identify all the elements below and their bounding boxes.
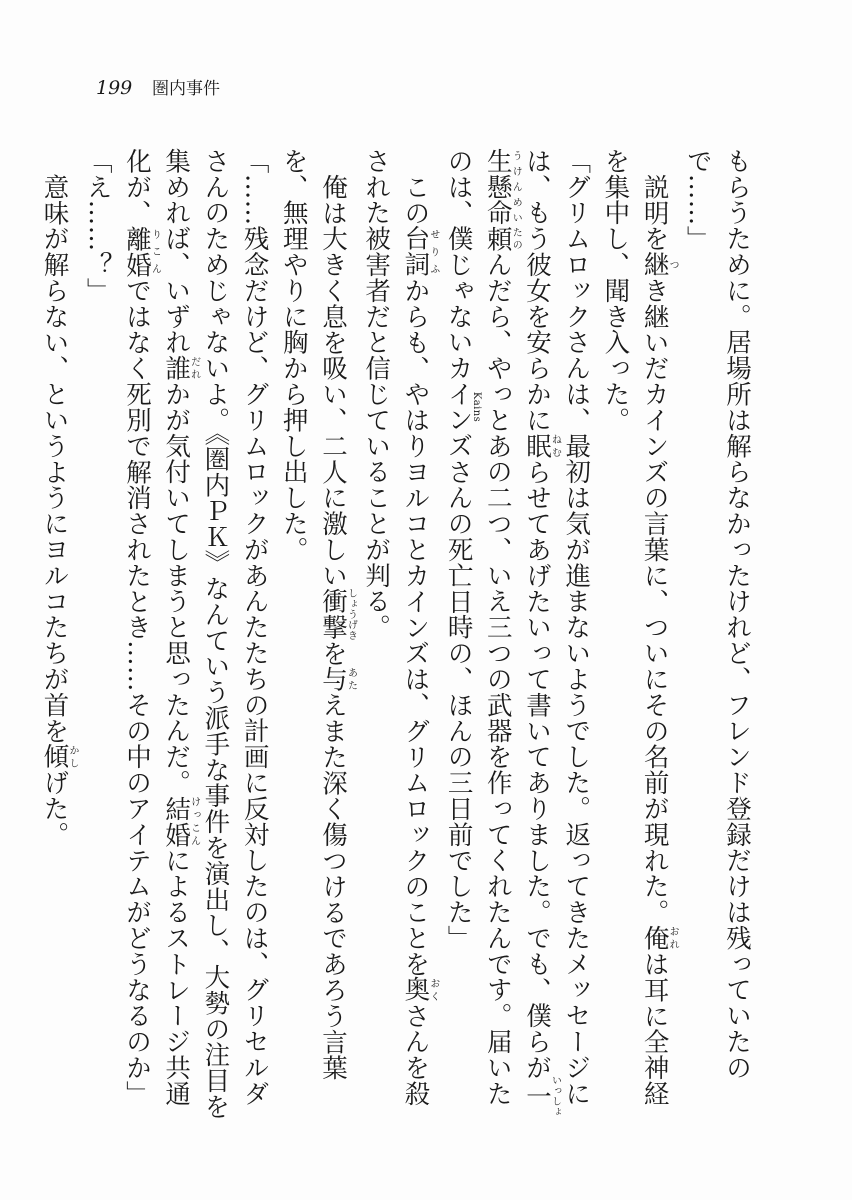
page-number: 199 bbox=[96, 77, 133, 99]
ruby-text: 結婚けっこん bbox=[161, 795, 200, 848]
text-run: 意味が解らない、というようにヨルコたちが首を bbox=[39, 173, 70, 744]
vertical-body-text bbox=[39, 148, 756, 1128]
paragraph bbox=[356, 148, 438, 1128]
text-run: は耳に全神経を集中し、聞き入った。 bbox=[600, 148, 670, 1106]
text-run: によるストレージ共通化が、 bbox=[121, 148, 192, 1107]
ruby-text: カインズKains bbox=[443, 355, 483, 459]
ruby-text: 眠ねむ bbox=[521, 432, 561, 459]
text-run: 俺は大きく息を吸い、二人に激しい bbox=[317, 173, 348, 588]
paragraph bbox=[438, 148, 595, 1128]
text-run: 「え……？」 bbox=[82, 148, 113, 304]
text-run: この bbox=[400, 173, 431, 226]
text-run: ではなく死別で解消されたとき……その中のアイテムがどうなるのか」 bbox=[121, 277, 152, 1107]
text-run: さんの死亡日時の、ほんの三日前でした」 bbox=[443, 458, 474, 951]
ruby-text: 台詞せりふ bbox=[400, 225, 439, 278]
ruby-text: 頼たの bbox=[482, 225, 522, 252]
text-run: 説明を bbox=[639, 173, 670, 252]
text-run: き継いだカインズの言葉に、ついにその名前が現れた。 bbox=[639, 277, 670, 925]
ruby-text: 継つ bbox=[639, 251, 679, 278]
text-run: らせてあげたいって書いてありました。でも、僕らが bbox=[521, 458, 552, 1081]
paragraph bbox=[678, 148, 756, 1128]
ruby-text: 誰だれ bbox=[161, 355, 200, 382]
text-run: もらうために。居場所は解らなかったけれど、フレンド登録だけは残っていたので……」 bbox=[682, 148, 752, 1081]
ruby-text: 衝撃しょうげき bbox=[317, 587, 357, 640]
text-run: さんを殺された被害者だと信じていることが判る。 bbox=[361, 148, 431, 1106]
text-run: んだら、やっとあの二つ、いえ三つの武器を作ってくれたんです。届いたのは、僕じゃない bbox=[443, 148, 513, 1107]
ruby-text: 与あた bbox=[317, 665, 357, 692]
text-run: を bbox=[317, 639, 348, 666]
ruby-text: 傾かし bbox=[39, 743, 79, 770]
ruby-text: 奥おく bbox=[400, 976, 439, 1003]
text-run: えまた深く傷つけるであろう言葉を、無理やりに胸から押し出した。 bbox=[278, 148, 348, 1081]
text-run: 「……残念だけど、グリムロックがあんたたちの計画に反対したのは、グリセルダさんのためじゃないよ。《圏内ＰＫ》なんていう派手な事件を演出し、大勢の注目を集めれば、いずれ bbox=[161, 148, 270, 1120]
ruby-text: 俺おれ bbox=[639, 924, 679, 951]
paragraph bbox=[595, 148, 677, 1128]
ruby-text: 一生懸命いっしょうけんめい bbox=[482, 148, 561, 1118]
text-run: からも、やはりヨルコとカインズは、グリムロックのことを bbox=[400, 277, 431, 977]
ruby-text: 離婚りこん bbox=[121, 225, 161, 278]
text-run: 「グリムロックさんは、最初は気が進まないようでした。返ってきたメッセージには、もう彼女を安らかに bbox=[521, 148, 592, 1107]
paragraph bbox=[117, 148, 274, 1128]
text-run: かが気付いてしまうと思ったんだ。 bbox=[161, 381, 192, 796]
paragraph bbox=[78, 148, 117, 1128]
paragraph bbox=[274, 148, 356, 1128]
paragraph bbox=[34, 148, 77, 1128]
chapter-title: 圏内事件 bbox=[152, 79, 220, 99]
running-header bbox=[96, 76, 220, 101]
text-run: げた。 bbox=[39, 769, 70, 847]
